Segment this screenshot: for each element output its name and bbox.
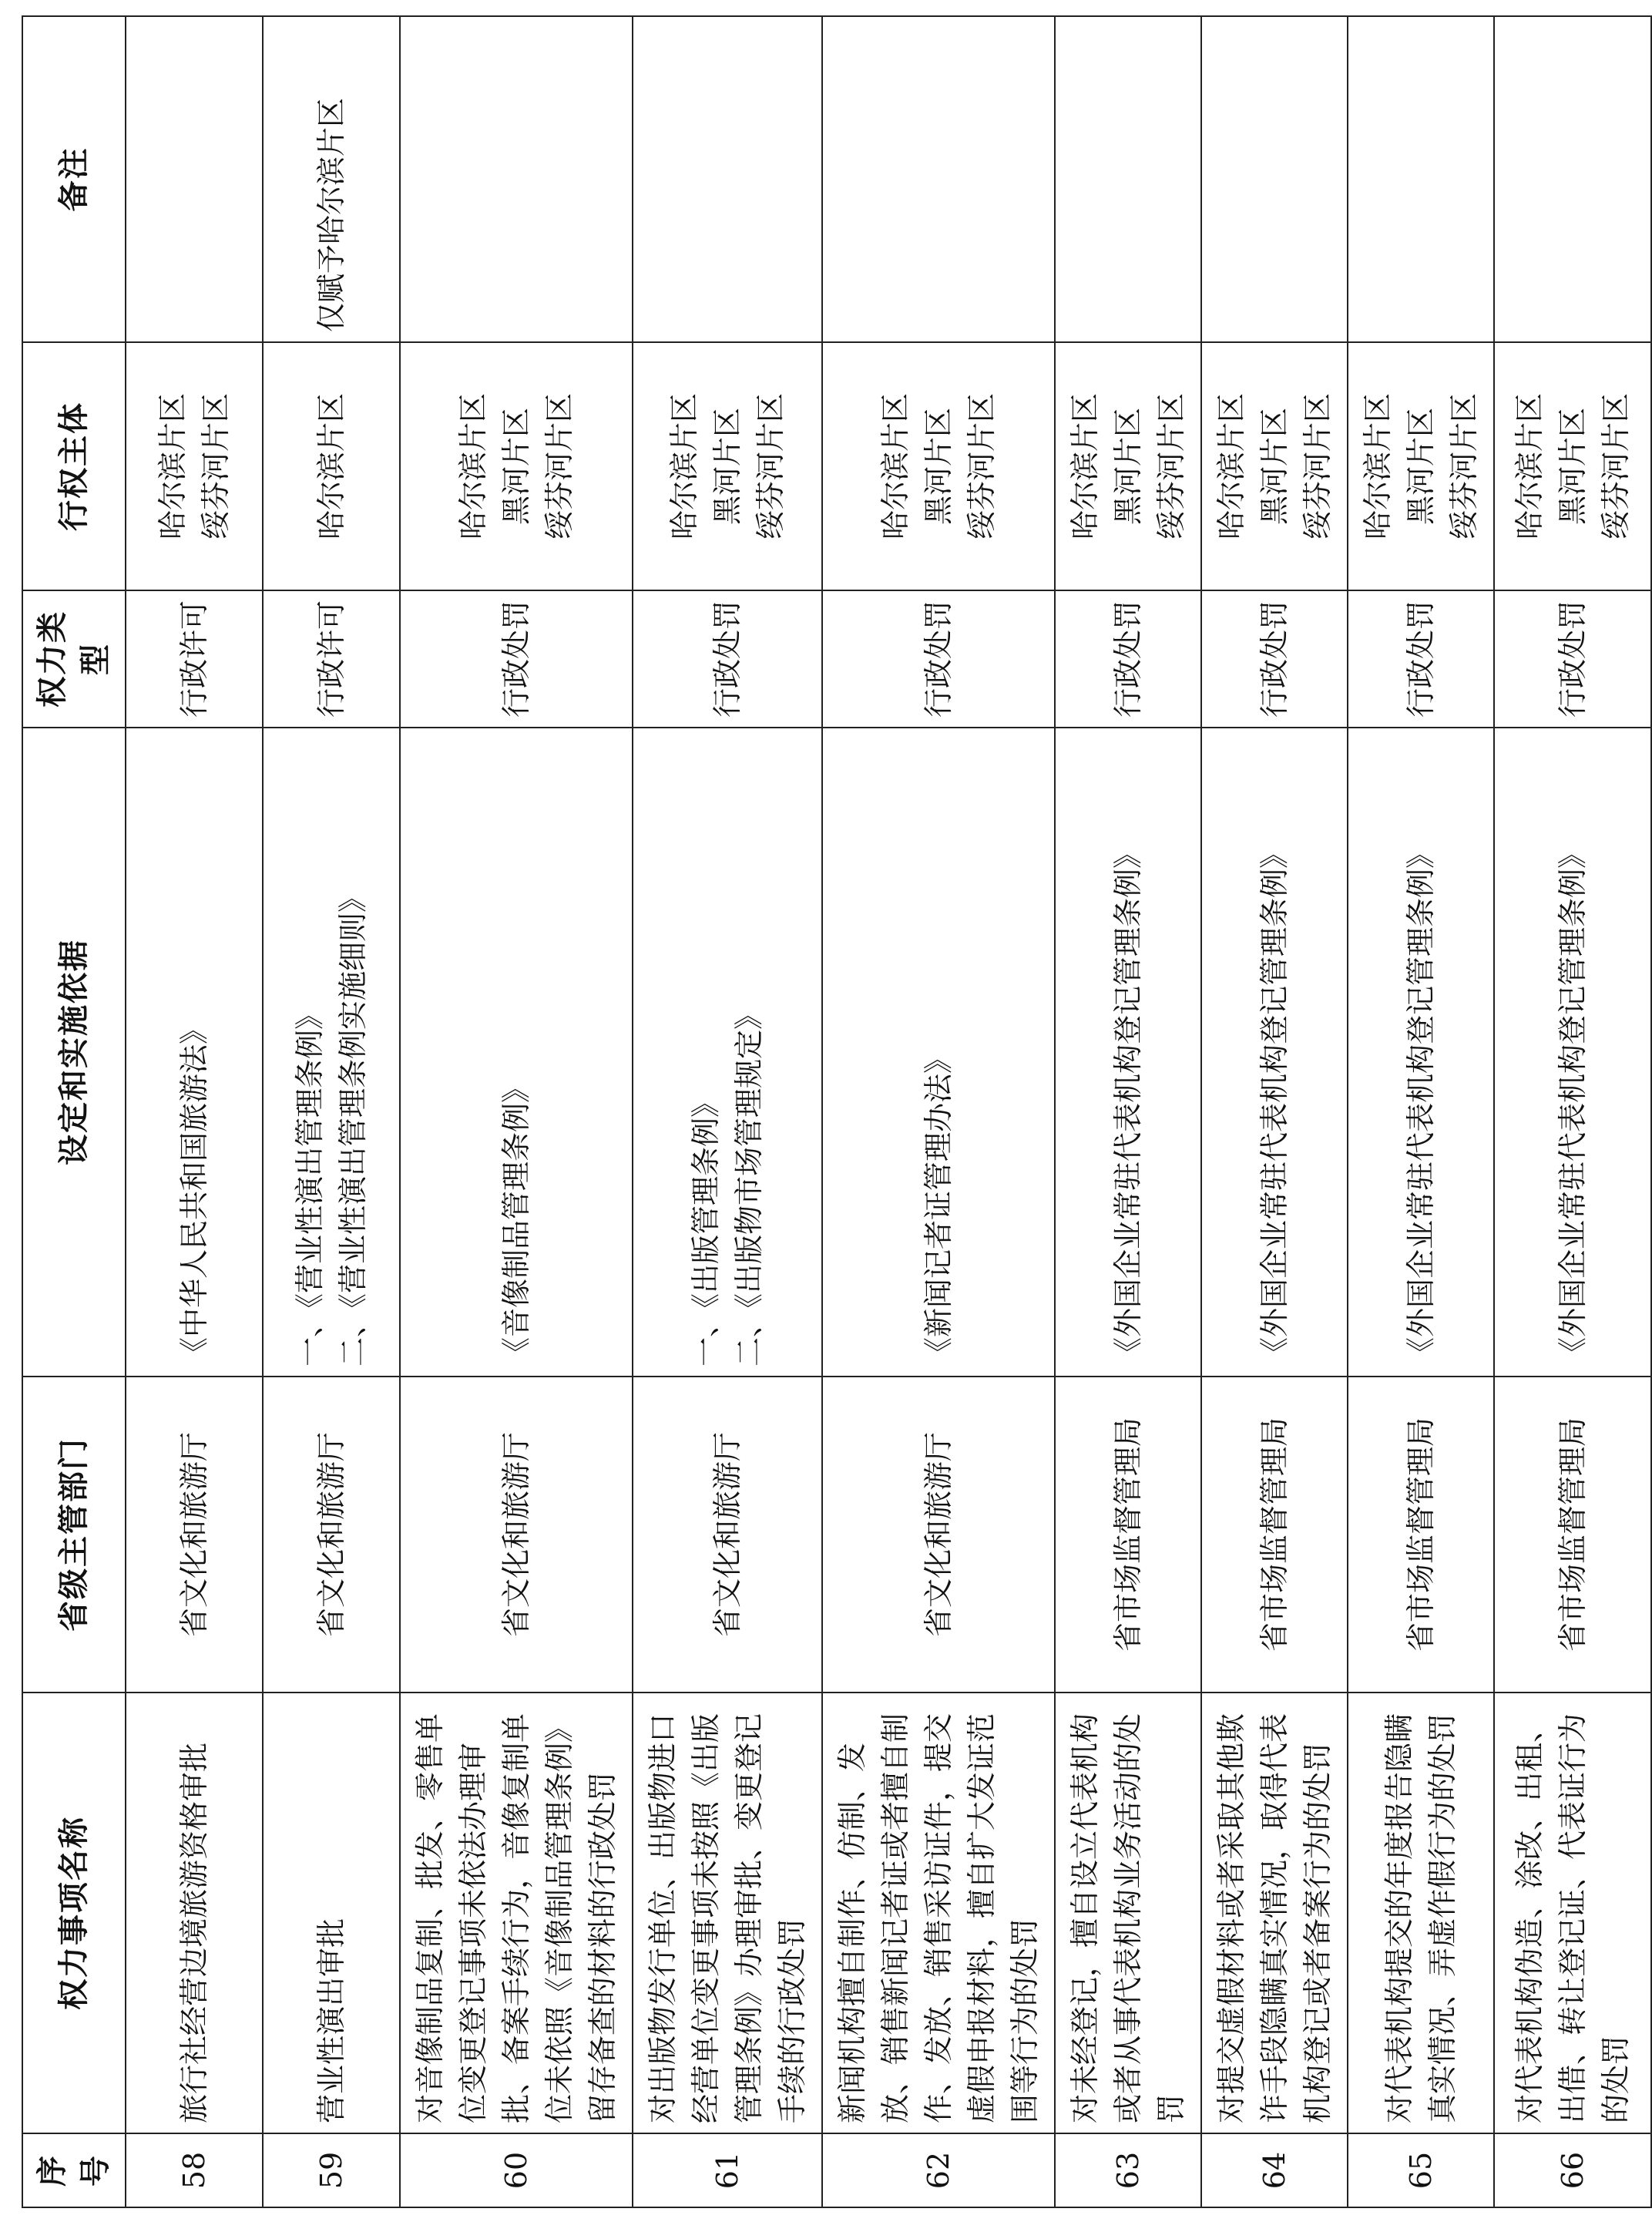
table-row	[400, 16, 633, 2207]
row-seq: 65	[1348, 2133, 1494, 2207]
row-exercising-subject-line: 黑河片区	[1556, 408, 1590, 526]
row-exercising-subject-line: 绥芬河片区	[1301, 393, 1335, 540]
row-exercising-subject-line: 绥芬河片区	[965, 393, 999, 540]
row-legal-basis-line: 《中华人民共和国旅游法》	[177, 1014, 211, 1366]
row-legal-basis-line: 二、《营业性演出管理条例实施细则》	[336, 882, 370, 1366]
row-exercising-subject-line: 绥芬河片区	[754, 393, 787, 540]
row-seq: 63	[1055, 2133, 1201, 2207]
row-legal-basis-line: 《新闻记者证管理办法》	[922, 1044, 955, 1366]
row-exercising-subject	[1201, 342, 1348, 590]
row-exercising-subject-line: 绥芬河片区	[1599, 393, 1633, 540]
row-power-name: 对提交虚假材料或者采取其他欺诈手段隐瞒真实情况，取得代表机构登记或者备案行为的处罚	[1201, 1693, 1348, 2133]
row-legal-basis-line: 二、《出版物市场管理规定》	[732, 1000, 766, 1366]
row-exercising-subject-line: 黑河片区	[922, 408, 955, 526]
row-exercising-subject	[400, 342, 633, 590]
table-row	[1348, 16, 1494, 2207]
header-seq: 序号	[22, 2133, 126, 2207]
table-row	[1201, 16, 1348, 2207]
table-row	[1055, 16, 1201, 2207]
row-legal-basis	[400, 728, 633, 1377]
row-legal-basis	[126, 728, 263, 1377]
row-department: 省文化和旅游厅	[263, 1377, 400, 1693]
table-row	[1494, 16, 1651, 2207]
row-exercising-subject-line: 绥芬河片区	[542, 393, 576, 540]
header-subject: 行权主体	[22, 342, 126, 590]
row-department: 省文化和旅游厅	[400, 1377, 633, 1693]
row-seq: 60	[400, 2133, 633, 2207]
row-exercising-subject	[1055, 342, 1201, 590]
row-exercising-subject-line: 黑河片区	[499, 408, 533, 526]
header-basis: 设定和实施依据	[22, 728, 126, 1377]
row-note	[822, 16, 1055, 342]
row-exercising-subject-line: 哈尔滨片区	[667, 393, 701, 540]
row-legal-basis-line: 《外国企业常驻代表机构登记管理条例》	[1404, 839, 1438, 1366]
row-department: 省市场监督管理局	[1055, 1377, 1201, 1693]
row-power-type: 行政处罚	[633, 590, 822, 728]
row-note: 仅赋予哈尔滨片区	[263, 16, 400, 342]
row-legal-basis	[822, 728, 1055, 1377]
row-department: 省市场监督管理局	[1201, 1377, 1348, 1693]
row-exercising-subject-line: 哈尔滨片区	[456, 393, 490, 540]
row-note	[1201, 16, 1348, 342]
row-legal-basis	[1201, 728, 1348, 1377]
row-seq: 62	[822, 2133, 1055, 2207]
row-note	[633, 16, 822, 342]
row-power-type: 行政处罚	[1494, 590, 1651, 728]
row-power-name: 对音像制品复制、批发、零售单位变更登记事项未依法办理审批、备案手续行为，音像复制单位未依照《音像制品管理条例》留存备查的材料的行政处罚	[400, 1693, 633, 2133]
row-department: 省文化和旅游厅	[633, 1377, 822, 1693]
row-department: 省文化和旅游厅	[126, 1377, 263, 1693]
row-legal-basis	[263, 728, 400, 1377]
row-seq: 64	[1201, 2133, 1348, 2207]
row-power-name: 对出版物发行单位、出版物进口经营单位变更事项未按照《出版管理条例》办理审批、变更登记手续的行政处罚	[633, 1693, 822, 2133]
row-exercising-subject-line: 黑河片区	[1111, 408, 1145, 526]
row-power-type: 行政处罚	[1201, 590, 1348, 728]
row-power-name: 对代表机构提交的年度报告隐瞒真实情况、弄虚作假行为的处罚	[1348, 1693, 1494, 2133]
row-exercising-subject	[633, 342, 822, 590]
row-note	[400, 16, 633, 342]
row-power-name: 旅行社经营边境旅游资格审批	[126, 1693, 263, 2133]
row-exercising-subject-line: 哈尔滨片区	[156, 393, 190, 540]
row-power-type: 行政许可	[263, 590, 400, 728]
header-note: 备注	[22, 16, 126, 342]
row-legal-basis	[1494, 728, 1651, 1377]
row-exercising-subject	[126, 342, 263, 590]
row-legal-basis-line: 一、《出版管理条例》	[689, 1087, 723, 1366]
row-legal-basis-line: 《音像制品管理条例》	[499, 1073, 533, 1366]
row-exercising-subject-line: 黑河片区	[710, 408, 744, 526]
table-body	[126, 16, 1651, 2207]
row-department: 省市场监督管理局	[1494, 1377, 1651, 1693]
row-exercising-subject-line: 哈尔滨片区	[1068, 393, 1102, 540]
row-power-type: 行政处罚	[822, 590, 1055, 728]
table-row	[126, 16, 263, 2207]
table-row	[633, 16, 822, 2207]
row-exercising-subject	[1348, 342, 1494, 590]
row-exercising-subject-line: 哈尔滨片区	[878, 393, 912, 540]
row-power-type: 行政处罚	[400, 590, 633, 728]
row-seq: 59	[263, 2133, 400, 2207]
row-seq: 66	[1494, 2133, 1651, 2207]
row-legal-basis	[1348, 728, 1494, 1377]
row-note	[1055, 16, 1201, 342]
row-note	[1494, 16, 1651, 342]
header-row	[22, 16, 126, 2207]
row-exercising-subject-line: 哈尔滨片区	[314, 393, 348, 540]
row-legal-basis-line: 一、《营业性演出管理条例》	[293, 1000, 327, 1366]
row-legal-basis-line: 《外国企业常驻代表机构登记管理条例》	[1257, 839, 1291, 1366]
header-type: 权力类型	[22, 590, 126, 728]
row-exercising-subject-line: 绥芬河片区	[1154, 393, 1188, 540]
row-power-type: 行政处罚	[1348, 590, 1494, 728]
row-exercising-subject-line: 哈尔滨片区	[1513, 393, 1546, 540]
row-power-type: 行政处罚	[1055, 590, 1201, 728]
table-row	[263, 16, 400, 2207]
row-note	[126, 16, 263, 342]
row-legal-basis	[1055, 728, 1201, 1377]
row-legal-basis	[633, 728, 822, 1377]
header-name: 权力事项名称	[22, 1693, 126, 2133]
row-power-name: 对代表机构伪造、涂改、出租、出借、转让登记证、代表证行为的处罚	[1494, 1693, 1651, 2133]
row-exercising-subject	[263, 342, 400, 590]
row-power-name: 新闻机构擅自制作、仿制、发放、销售新闻记者证或者擅自制作、发放、销售采访证件，提交虚假申报材料，擅自扩大发证范围等行为的处罚	[822, 1693, 1055, 2133]
row-department: 省市场监督管理局	[1348, 1377, 1494, 1693]
table-row	[822, 16, 1055, 2207]
row-exercising-subject-line: 黑河片区	[1404, 408, 1438, 526]
row-exercising-subject-line: 黑河片区	[1257, 408, 1291, 526]
row-exercising-subject-line: 哈尔滨片区	[1214, 393, 1248, 540]
row-department: 省文化和旅游厅	[822, 1377, 1055, 1693]
header-dept: 省级主管部门	[22, 1377, 126, 1693]
row-power-type: 行政许可	[126, 590, 263, 728]
row-power-name: 营业性演出审批	[263, 1693, 400, 2133]
row-exercising-subject	[1494, 342, 1651, 590]
row-legal-basis-line: 《外国企业常驻代表机构登记管理条例》	[1556, 839, 1590, 1366]
row-exercising-subject	[822, 342, 1055, 590]
power-list-table	[22, 15, 1652, 2208]
row-note	[1348, 16, 1494, 342]
row-seq: 61	[633, 2133, 822, 2207]
row-legal-basis-line: 《外国企业常驻代表机构登记管理条例》	[1111, 839, 1145, 1366]
row-power-name: 对未经登记，擅自设立代表机构或者从事代表机构业务活动的处罚	[1055, 1693, 1201, 2133]
row-seq: 58	[126, 2133, 263, 2207]
row-exercising-subject-line: 绥芬河片区	[199, 393, 233, 540]
row-exercising-subject-line: 绥芬河片区	[1447, 393, 1481, 540]
row-exercising-subject-line: 哈尔滨片区	[1361, 393, 1395, 540]
